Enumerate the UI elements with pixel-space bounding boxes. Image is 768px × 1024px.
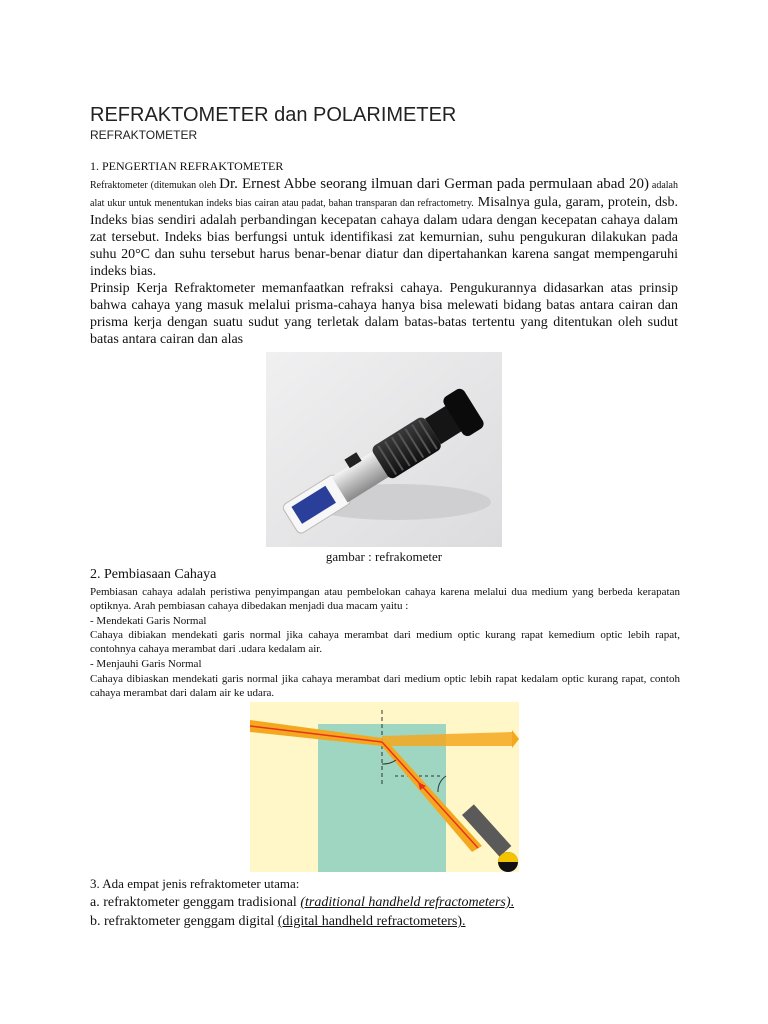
list-item-a: [90, 895, 514, 911]
p1-part2: Dr. Ernest Abbe seorang ilmuan dari German pada permulaan abad 20): [219, 176, 650, 192]
section2-intro: Pembiasan cahaya adalah peristiwa penyimpangan atau pembelokan cahaya karena melalui dua medium yang berbeda kerapatan optiknya. Arah pembiasan cahaya dibedakan menjadi dua macam yaitu :: [90, 586, 680, 612]
section1-paragraph2: Prinsip Kerja Refraktometer memanfaatkan refraksi cahaya. Pengukurannya didasarkan atas prinsip bahwa cahaya yang masuk melalui prisma-cahaya hanya bisa melewati bidang batas antara cairan dan prisma kerja dengan suatu sudut yang terletak dalam batas-batas tertentu yang ditentukan oleh sudut batas antara cairan dan alas: [90, 281, 678, 347]
list-b-term: (digital handheld refractometers): [277, 914, 463, 929]
p1-part1: Refraktometer (ditemukan oleh: [90, 180, 220, 191]
refraction-diagram: [250, 702, 519, 872]
list-a-end: .: [510, 895, 515, 910]
document-subtitle: REFRAKTOMETER: [90, 128, 198, 142]
section2-item2-title: - Menjauhi Garis Normal: [90, 658, 202, 670]
refractometer-illustration: [266, 352, 502, 547]
section2-item1-text: Cahaya dibiakan mendekati garis normal jika cahaya merambat dari medium optic kurang rapat kemedium optic lebih rapat, contohnya cahaya merambat dari .udara kedalam air.: [90, 629, 680, 655]
p1-part3: adalah alat ukur untuk menentukan indeks bias cairan atau padat, bahan transparan dan refractometry.: [90, 180, 678, 209]
list-item-b: [90, 914, 466, 930]
list-a-term: (traditional handheld refractometers): [300, 895, 511, 910]
refraction-svg: [250, 702, 519, 872]
figure-caption: gambar : refrakometer: [325, 549, 443, 564]
document-title: REFRAKTOMETER dan POLARIMETER: [90, 104, 457, 126]
list-b-prefix: b. refraktometer genggam digital: [90, 914, 278, 929]
list-a-prefix: a. refraktometer genggam tradisional: [90, 895, 301, 910]
p1-part4: Misalnya gula, garam, protein, dsb. Indeks bias sendiri adalah perbandingan kecepatan cahaya dalam udara dengan kecepatan cahaya dalam zat tersebut. Indeks bias berfungsi untuk identifikasi zat kemurnian, suhu pengukuran dilakukan pada suhu 20°C dan suhu tersebut harus benar-benar diatur dan dipertahankan karena sangat mempengaruhi indeks bias.: [90, 195, 678, 279]
section1-paragraph1: [90, 176, 678, 280]
section2-item2-text: Cahaya dibiaskan mendekati garis normal jika cahaya merambat dari medium optic lebih rapat kedalam optic kurang rapat, contoh cahaya merambat dari dalam air ke udara.: [90, 673, 680, 699]
section3-heading: 3. Ada empat jenis refraktometer utama:: [90, 876, 300, 891]
section2-heading: 2. Pembiasaan Cahaya: [90, 567, 217, 582]
list-b-end: .: [462, 914, 466, 929]
section2-item1-title: - Mendekati Garis Normal: [90, 615, 207, 627]
section1-heading: 1. PENGERTIAN REFRAKTOMETER: [90, 159, 284, 173]
refractometer-photo: [266, 352, 502, 547]
